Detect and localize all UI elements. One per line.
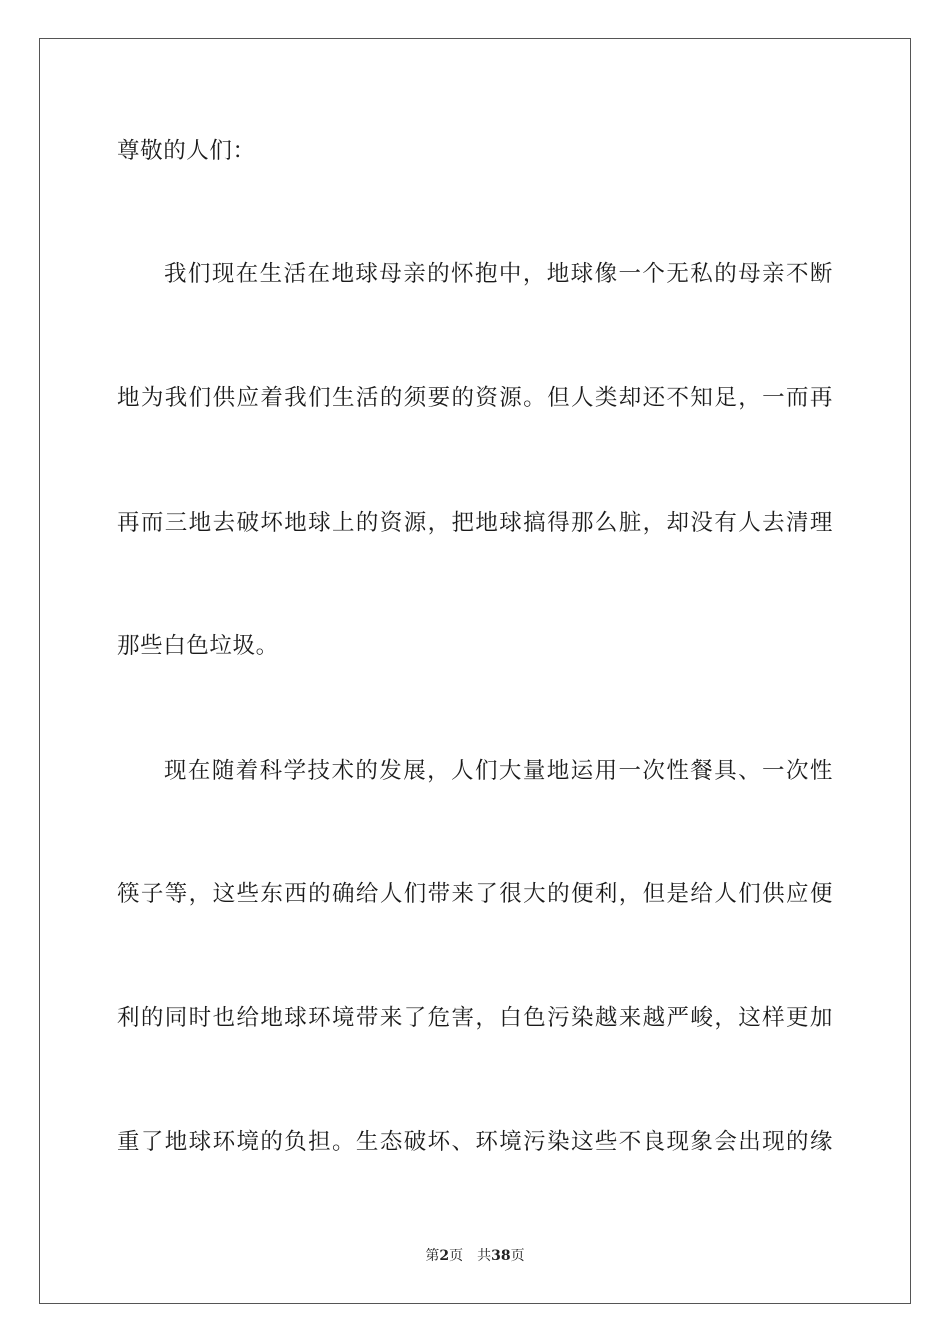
total-prefix: 共 — [477, 1248, 492, 1264]
paragraph-2-line-1: 现在随着科学技术的发展，人们大量地运用一次性餐具、一次性 — [164, 758, 833, 784]
paragraph-1-line-2: 地为我们供应着我们生活的须要的资源。但人类却还不知足，一而再 — [117, 385, 833, 411]
paragraph-1-line-3: 再而三地去破坏地球上的资源，把地球搞得那么脏，却没有人去清理 — [117, 510, 833, 536]
paragraph-1-line-1: 我们现在生活在地球母亲的怀抱中，地球像一个无私的母亲不断 — [164, 261, 833, 287]
total-suffix: 页 — [510, 1248, 525, 1264]
paragraph-2-line-3: 利的同时也给地球环境带来了危害，白色污染越来越严峻，这样更加 — [117, 1005, 833, 1031]
total-pages: 38 — [491, 1248, 511, 1264]
salutation-line: 尊敬的人们： — [117, 138, 256, 164]
page-footer — [0, 1246, 950, 1266]
page-frame — [39, 38, 911, 1304]
page-suffix: 页 — [449, 1248, 464, 1264]
paragraph-1-line-4: 那些白色垃圾。 — [117, 633, 279, 659]
page-number: 2 — [439, 1248, 450, 1264]
paragraph-2-line-4: 重了地球环境的负担。生态破坏、环境污染这些不良现象会出现的缘 — [117, 1129, 833, 1155]
paragraph-2-line-2: 筷子等，这些东西的确给人们带来了很大的便利，但是给人们供应便 — [117, 881, 833, 907]
page-prefix: 第 — [425, 1248, 440, 1264]
